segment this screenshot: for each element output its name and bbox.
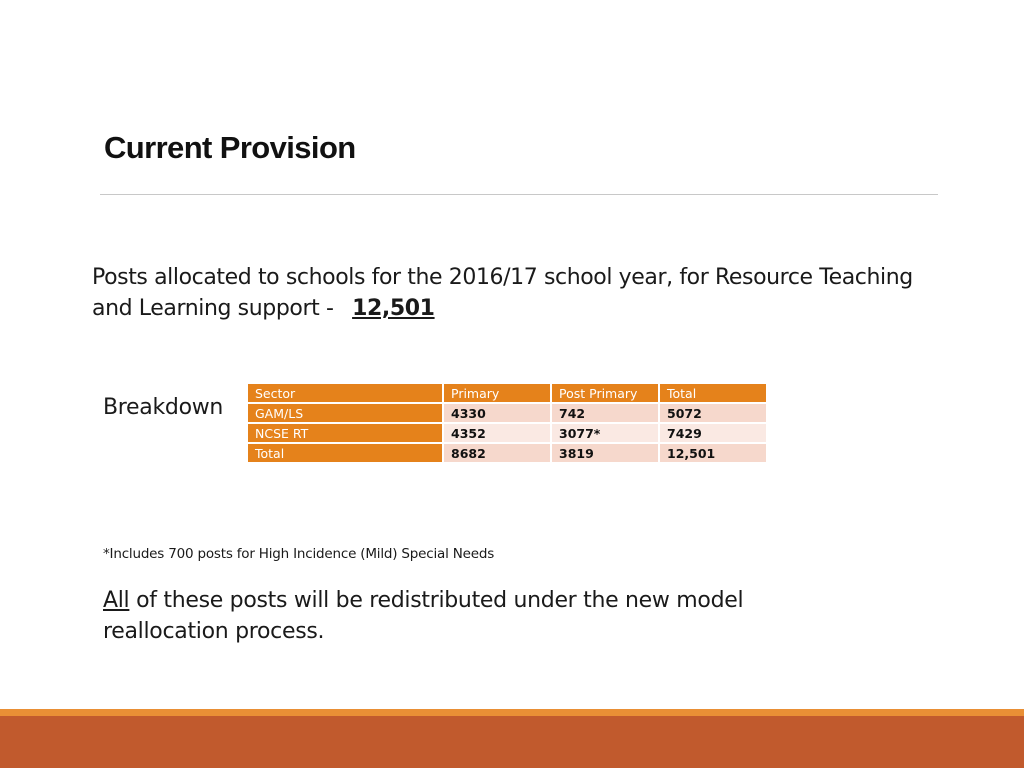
row-label-gamls: GAM/LS	[248, 404, 442, 424]
table-cell: 5072	[660, 404, 766, 424]
closing-emphasis: All	[103, 588, 130, 613]
header-total: Total	[660, 384, 766, 404]
table-cell: 742	[552, 404, 658, 424]
closing-text: of these posts will be redistributed under the new model reallocation process.	[103, 588, 744, 644]
row-label-ncse-rt: NCSE RT	[248, 424, 442, 444]
header-primary: Primary	[444, 384, 550, 404]
table-cell: 4352	[444, 424, 550, 444]
breakdown-label: Breakdown	[103, 395, 224, 420]
intro-text: Posts allocated to schools for the 2016/17 school year, for Resource Teaching and Learning support -	[92, 265, 913, 321]
table-cell: 8682	[444, 444, 550, 464]
table-cell: 7429	[660, 424, 766, 444]
intro-paragraph	[92, 262, 932, 324]
table-cell: 12,501	[660, 444, 766, 464]
header-sector: Sector	[248, 384, 442, 404]
table-row	[248, 444, 766, 464]
footnote: *Includes 700 posts for High Incidence (Mild) Special Needs	[103, 546, 495, 562]
intro-total: 12,501	[352, 296, 435, 321]
header-post-primary: Post Primary	[552, 384, 658, 404]
footer-stripe	[0, 709, 1024, 716]
table-cell: 3077*	[552, 424, 658, 444]
slide-title: Current Provision	[104, 130, 356, 165]
closing-paragraph	[103, 585, 863, 647]
footer-bar	[0, 716, 1024, 768]
title-divider	[100, 194, 938, 195]
table-cell: 3819	[552, 444, 658, 464]
breakdown-table	[246, 384, 768, 464]
table-header-row	[248, 384, 766, 404]
table-cell: 4330	[444, 404, 550, 424]
table-row	[248, 424, 766, 444]
table-row	[248, 404, 766, 424]
row-label-total: Total	[248, 444, 442, 464]
